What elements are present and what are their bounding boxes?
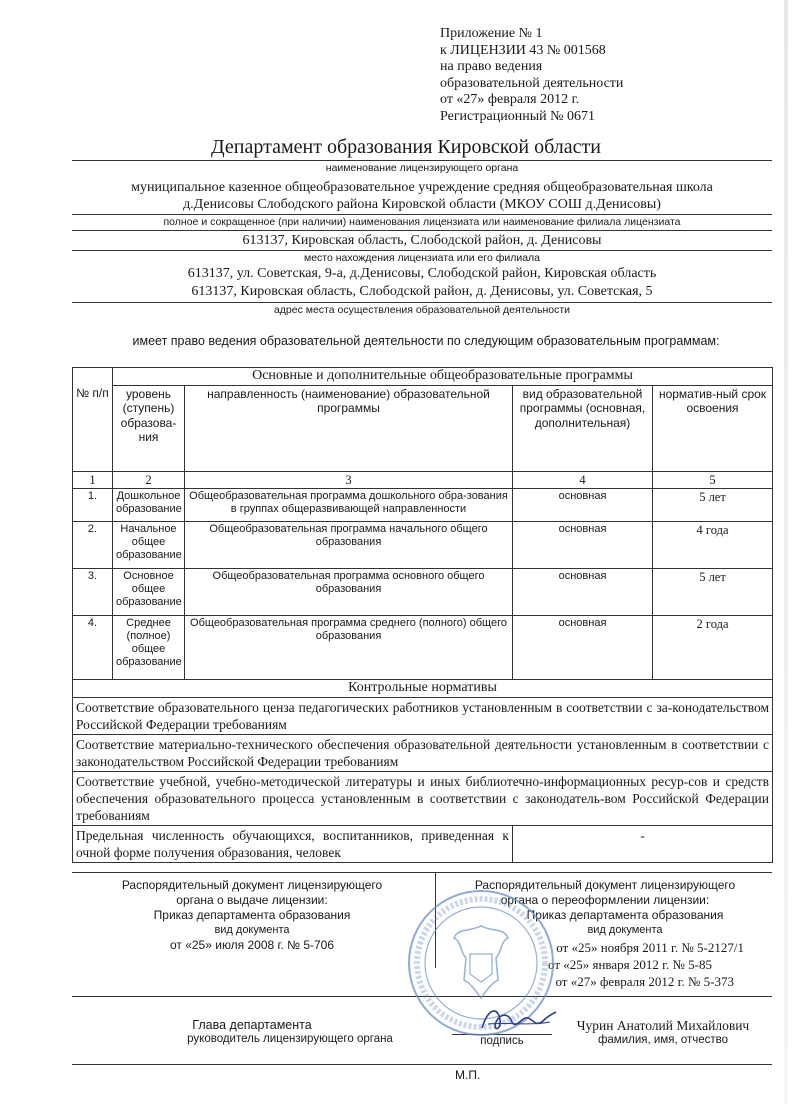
divider <box>72 1064 772 1065</box>
col-number: 5 <box>653 471 773 489</box>
col-number: 1 <box>73 471 113 489</box>
col-number: 2 <box>113 471 185 489</box>
signatory-name-caption: фамилия, имя, отчество <box>597 1034 729 1046</box>
issue-doc-name: Приказ департамента образования <box>153 908 351 922</box>
row-program: Общеобразовательная программа дошкольного обра-зования в группах общеразвивающей направленности <box>185 489 513 522</box>
divider <box>72 250 772 251</box>
divider <box>72 214 772 215</box>
divider <box>72 872 772 873</box>
appendix-line: на право ведения <box>440 59 543 75</box>
signatory-name: Чурин Анатолий Михайлович <box>576 1018 750 1033</box>
document-title: Департамент образования Кировской области <box>211 136 601 158</box>
address-line: 613137, Кировская область, Слободской район, д. Денисовы, ул. Советская, 5 <box>191 284 653 299</box>
row-term: 5 лет <box>653 569 773 616</box>
col-number: 3 <box>185 471 513 489</box>
issue-heading: органа о выдаче лицензии: <box>176 893 328 907</box>
reissue-doc-name: Приказ департамента образования <box>526 908 724 922</box>
row-kind: основная <box>513 489 653 522</box>
divider <box>72 302 772 303</box>
table-row <box>73 489 773 522</box>
row-kind: основная <box>513 569 653 616</box>
header-term: норматив-ный срок освоения <box>653 385 773 471</box>
signature-caption: подпись <box>480 1035 524 1047</box>
limit-label: Предельная численность обучающихся, воспитанников, приведенная к очной форме получения образования, человек <box>73 825 513 862</box>
appendix-block <box>440 26 623 126</box>
row-program: Общеобразовательная программа среднего (полного) общего образования <box>185 616 513 680</box>
appendix-line: от «27» февраля 2012 г. <box>440 92 580 108</box>
control-row: Соответствие материально-технического обеспечения образовательной деятельности установленным в соответствии с законодательством Российской Федерации требованиям <box>73 734 773 771</box>
divider <box>72 160 772 161</box>
divider <box>72 230 772 231</box>
handwritten-signature <box>478 1002 558 1038</box>
row-num: 3. <box>73 569 113 616</box>
col-number: 4 <box>513 471 653 489</box>
issue-document <box>72 878 432 953</box>
issue-date: от «25» июля 2008 г. № 5-706 <box>169 938 335 952</box>
row-num: 4. <box>73 616 113 680</box>
section-title: Основные и дополнительные общеобразовательные программы <box>113 368 773 386</box>
row-term: 5 лет <box>653 489 773 522</box>
appendix-line: образовательной деятельности <box>440 75 624 91</box>
row-kind: основная <box>513 616 653 680</box>
row-term: 2 года <box>653 616 773 680</box>
issue-heading: Распорядительный документ лицензирующего <box>121 878 383 892</box>
table-row <box>73 522 773 569</box>
row-level: Дошкольное образование <box>113 489 185 522</box>
programs-table <box>72 367 773 863</box>
reissue-date: от «25» января 2012 г. № 5-85 <box>547 957 712 972</box>
caption-address: адрес места осуществления образовательной деятельности <box>273 304 571 316</box>
issue-doc-caption: вид документа <box>214 924 290 936</box>
appendix-line: к ЛИЦЕНЗИИ 43 № 001568 <box>440 42 606 58</box>
row-term: 4 года <box>653 522 773 569</box>
location-line: 613137, Кировская область, Слободской район, д. Денисовы <box>242 233 602 248</box>
row-num: 2. <box>73 522 113 569</box>
limit-value: - <box>513 825 773 862</box>
intro-text: имеет право ведения образовательной деятельности по следующим образовательным программам: <box>132 334 720 348</box>
row-num: 1. <box>73 489 113 522</box>
caption-organ: наименование лицензирующего органа <box>325 162 519 174</box>
header-level: уровень (ступень) образова-ния <box>113 385 185 471</box>
reissue-heading: органа о переоформлении лицензии: <box>500 893 710 907</box>
header-direction: направленность (наименование) образовательной программы <box>185 385 513 471</box>
control-row: Соответствие образовательного ценза педагогических работников установленным в соответствии с за-конодательством Российской Федерации требованиям <box>73 697 773 734</box>
row-level: Среднее (полное) общее образование <box>113 616 185 680</box>
licensee-line: муниципальное казенное общеобразовательное учреждение средняя общеобразовательная школа <box>131 180 713 195</box>
caption-licensee: полное и сокращенное (при наличии) наименования лицензиата или наименование филиала лицензиата <box>163 216 681 228</box>
reissue-date: от «27» февраля 2012 г. № 5-373 <box>555 974 734 989</box>
header-num: № п/п <box>73 385 113 471</box>
table-row <box>73 616 773 680</box>
signature-position: Глава департамента <box>192 1018 312 1032</box>
control-row: Соответствие учебной, учебно-методической литературы и иных библиотечно-информационных ресур-сов и средств обеспечения образовательного процесса установленным в соответствии с законодатель-вом Российской Федерации требованиям <box>73 771 773 825</box>
row-kind: основная <box>513 522 653 569</box>
signature-position-caption: руководитель лицензирующего органа <box>187 1033 393 1045</box>
caption-location: место нахождения лицензиата или его филиала <box>303 252 541 264</box>
scan-edge <box>784 0 788 1104</box>
table-row <box>73 569 773 616</box>
address-line: 613137, ул. Советская, 9-а, д.Денисовы, Слободской район, Кировская область <box>187 266 657 281</box>
reissue-date: от «25» ноября 2011 г. № 5-2127/1 <box>556 940 744 955</box>
appendix-line: Приложение № 1 <box>440 26 543 41</box>
header-kind: вид образовательной программы (основная, дополнительная) <box>513 385 653 471</box>
licensee-line: д.Денисовы Слободского района Кировской области (МКОУ СОШ д.Денисовы) <box>183 197 661 212</box>
appendix-line: Регистрационный № 0671 <box>440 108 595 124</box>
row-level: Основное общее образование <box>113 569 185 616</box>
reissue-heading: Распорядительный документ лицензирующего <box>474 878 736 892</box>
seal-place-mark: М.П. <box>455 1068 481 1082</box>
control-title: Контрольные нормативы <box>73 680 773 698</box>
row-level: Начальное общее образование <box>113 522 185 569</box>
row-program: Общеобразовательная программа начального общего образования <box>185 522 513 569</box>
reissue-doc-caption: вид документа <box>587 924 663 936</box>
row-program: Общеобразовательная программа основного общего образования <box>185 569 513 616</box>
